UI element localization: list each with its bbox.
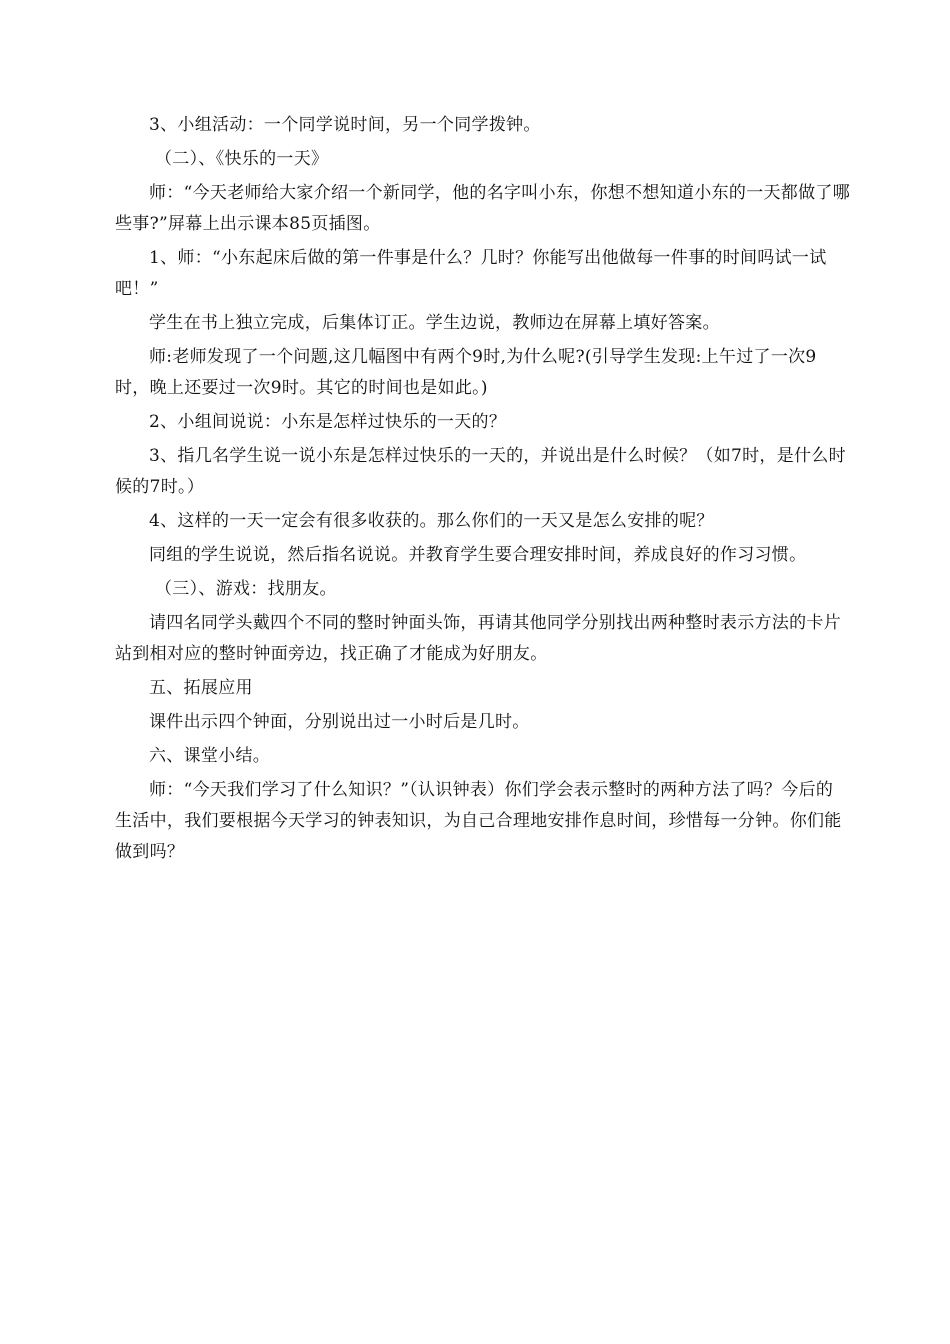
paragraph-your-day: 4、这样的一天一定会有很多收获的。那么你们的一天又是怎么安排的呢？ [149,511,714,531]
paragraph-nine-oclock: 师:老师发现了一个问题,这几幅图中有两个9时,为什么呢?(引导学生发现:上午过了一次9时，晚上还要过一次9时。其它的时间也是如此。) [115,347,817,398]
section-heading-game: （三）、游戏：找朋友。 [155,579,337,599]
paragraph-independent-work: 学生在书上独立完成，后集体订正。学生边说，教师边在屏幕上填好答案。 [149,313,720,333]
paragraph-students-speak: 3、指几名学生说一说小东是怎样过快乐的一天的，并说出是什么时候？（如7时，是什么时候的7时。） [115,446,846,497]
paragraph-group-activity: 3、小组活动：一个同学说时间，另一个同学拨钟。 [149,115,541,135]
section-heading-summary: 六、课堂小结。 [149,746,271,766]
paragraph-teacher-intro: 师：“今天老师给大家介绍一个新同学，他的名字叫小东，你想不想知道小东的一天都做了哪些事?”屏幕上出示课本85页插图。 [115,183,850,234]
section-heading-extension: 五、拓展应用 [149,678,253,698]
section-heading-happy-day: （二）、《快乐的一天》 [155,149,329,169]
paragraph-find-friends: 请四名同学头戴四个不同的整时钟面头饰，再请其他同学分别找出两种整时表示方法的卡片站到相对应的整时钟面旁边，找正确了才能成为好朋友。 [115,613,841,664]
paragraph-question-1: 1、师：“小东起床后做的第一件事是什么？几时？你能写出他做每一件事的时间吗试一试吧！” [115,248,827,299]
paragraph-summary: 师：“今天我们学习了什么知识？”（认识钟表）你们学会表示整时的两种方法了吗？今后的生活中，我们要根据今天学习的钟表知识，为自己合理地安排作息时间，珍惜每一分钟。你们能做到吗？ [115,780,842,862]
paragraph-time-habits: 同组的学生说说，然后指名说说。并教育学生要合理安排时间，养成良好的作习习惯。 [149,545,807,565]
paragraph-group-discussion: 2、小组间说说：小东是怎样过快乐的一天的？ [149,412,507,432]
document-page [115,110,850,871]
paragraph-four-clocks: 课件出示四个钟面，分别说出过一小时后是几时。 [149,712,530,732]
